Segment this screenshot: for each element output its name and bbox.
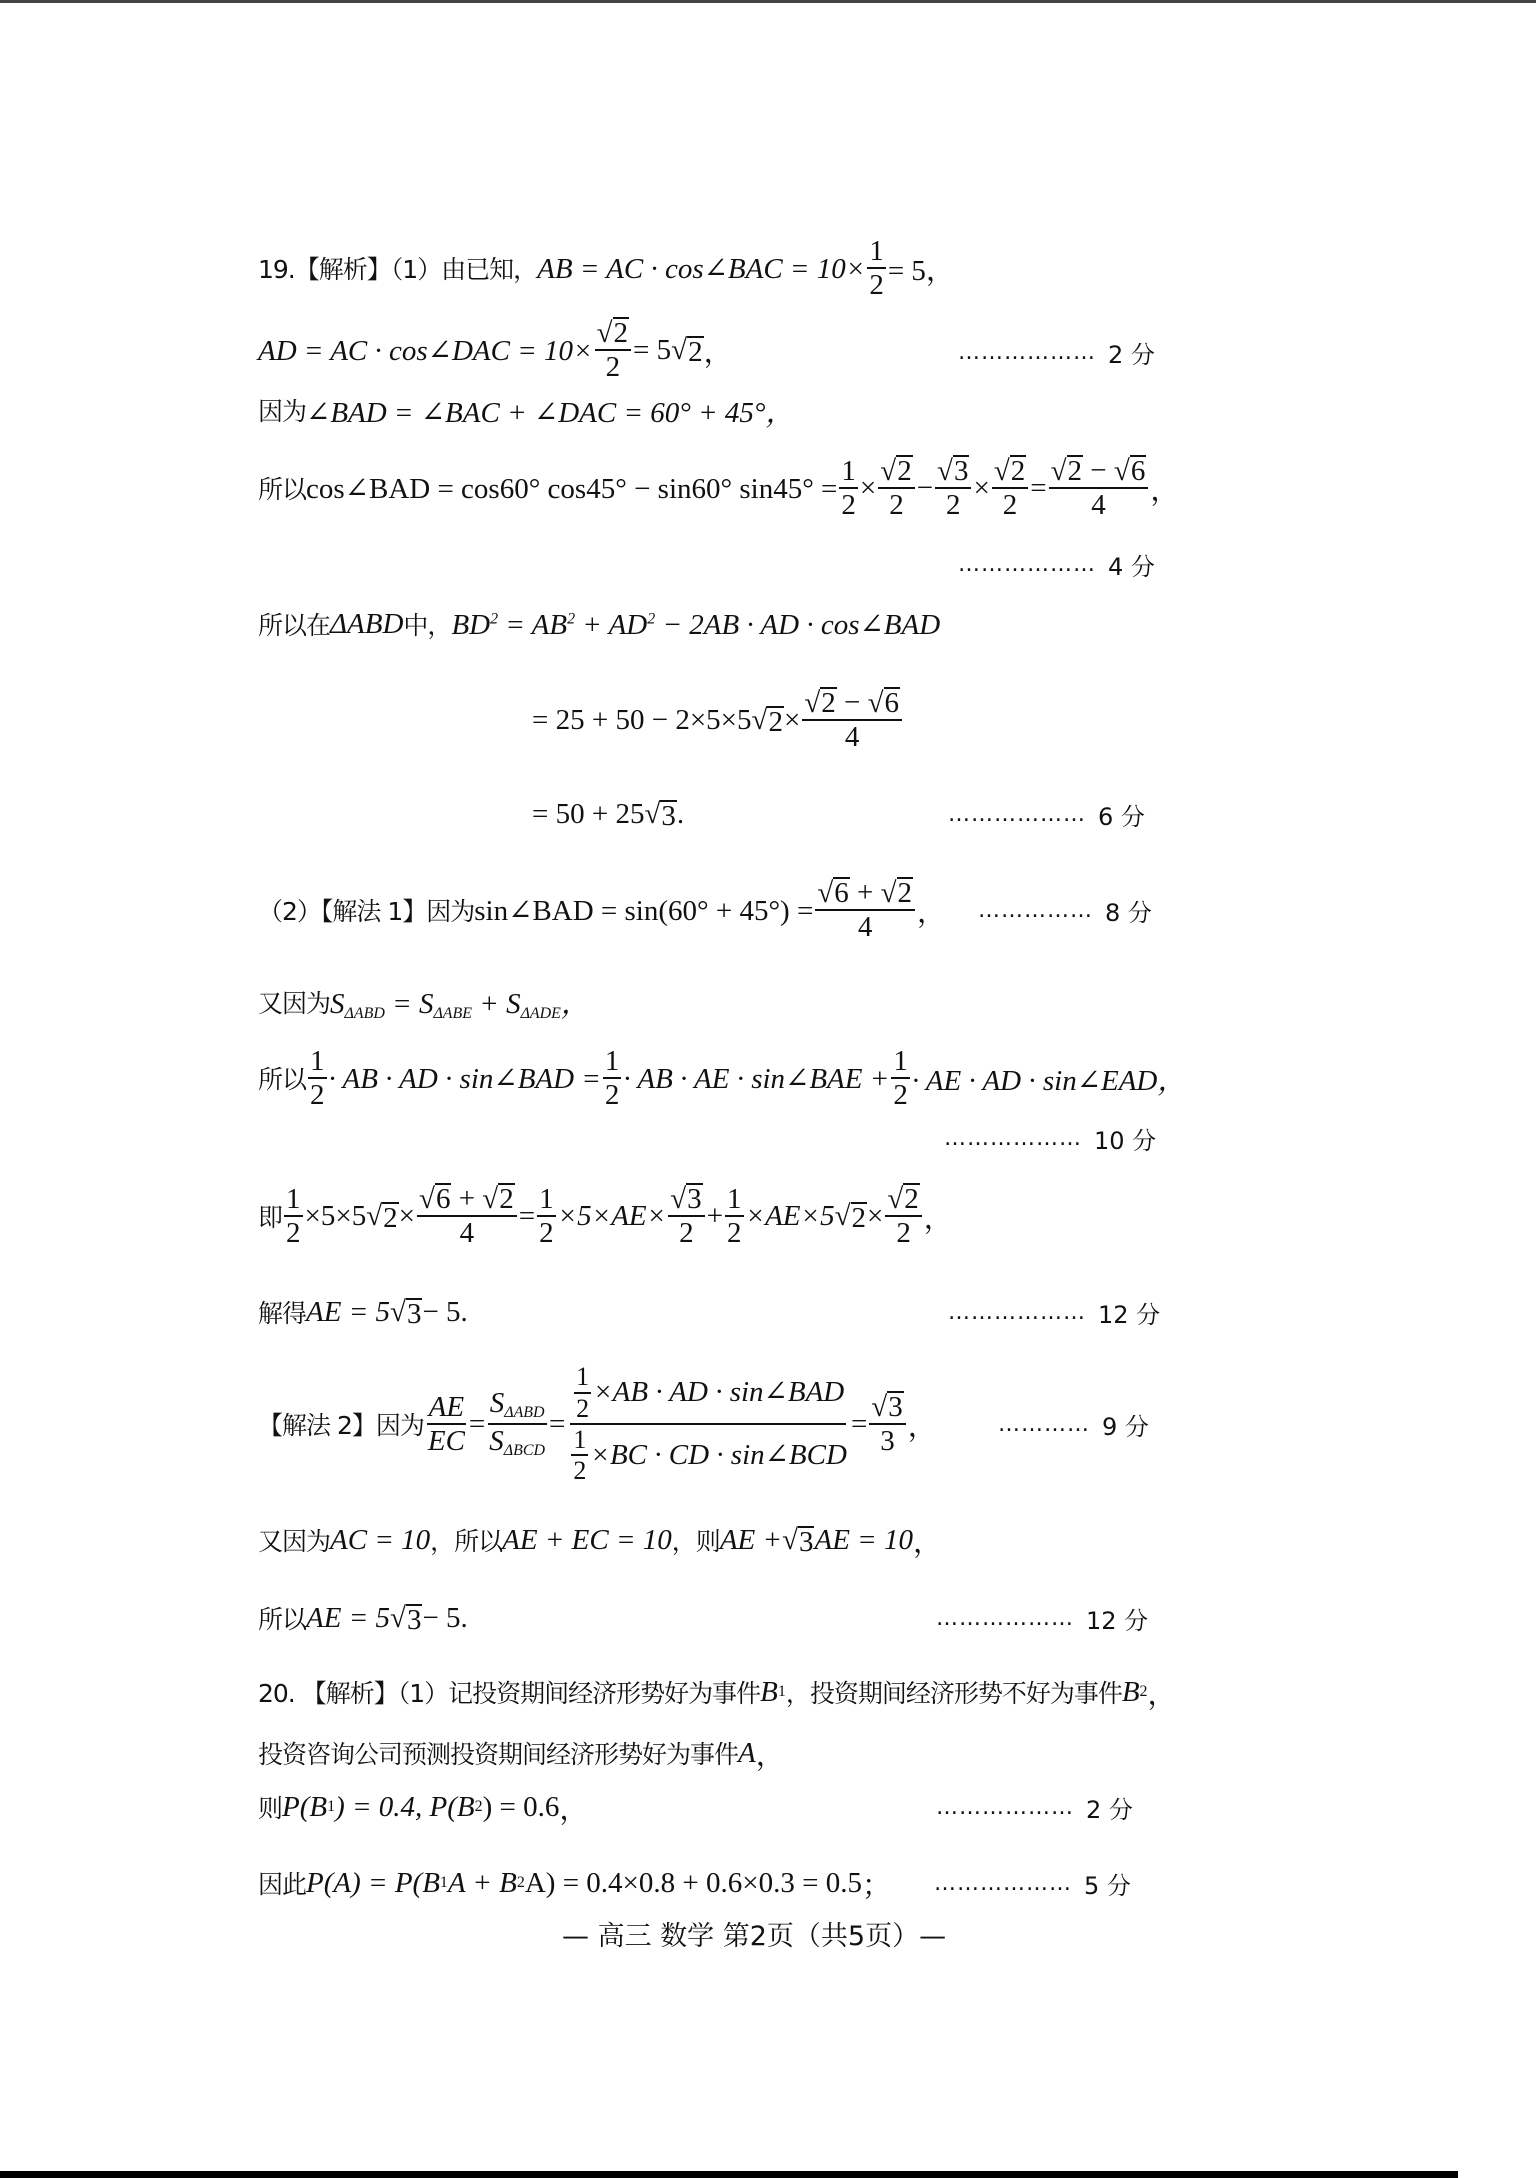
fraction: √ 3 2: [935, 455, 971, 520]
score-marker: [936, 1598, 1148, 1638]
fraction: √ 2 − √ 6 4: [1049, 455, 1149, 520]
score-marker: [934, 1863, 1131, 1903]
q19-line-2: [258, 316, 733, 384]
q19-line-1: [258, 234, 955, 301]
q20-line-4: 因此 P(A) = P(B 1 A + B 2 A) = 0.4×0.8 + 0.6×0.3 = 0.5 ；: [258, 1866, 891, 1902]
q19-part2-line-2: [258, 972, 590, 1032]
radicand: 2: [613, 317, 629, 350]
score-marker: [948, 1292, 1160, 1332]
math-expr: = 5，: [887, 254, 955, 287]
q19-line-5: [258, 594, 940, 654]
math-expr: AB = AC · cos∠BAC = 10×: [537, 252, 866, 285]
score-marker: [958, 332, 1155, 372]
q20-line-2: 投资咨询公司预测投资期间经济形势好为事件 A ，: [258, 1736, 785, 1772]
math-expr: · AB · AE · sin∠BAE +: [623, 1062, 890, 1095]
q19-part2-line-4: 即 $\frac{1}{2}$ ×5×5 √ 2 × √ 6 + √ 2 4 = $\frac{1}{2}$ ×5×AE× √ 3 2 + $\frac{1}{2}$ ×AE×5 √ 2 × √ 2 2 ，: [258, 1182, 953, 1250]
bottom-border: [0, 2171, 1458, 2178]
math-expr: = 50 + 25: [532, 797, 645, 830]
text-label: 又因为: [258, 989, 331, 1018]
sqrt: √ 2: [596, 316, 629, 350]
q19-heading: 19.【解析】（1）由已知，: [258, 255, 538, 284]
q19-line-7: = 50 + 25 √ 3 .: [532, 797, 685, 832]
points-label: 12 分: [1086, 1606, 1149, 1635]
points-label: 5 分: [1084, 1871, 1131, 1900]
text-label: 即: [258, 1203, 283, 1232]
top-border: [0, 0, 1536, 3]
numerator: 1: [867, 236, 886, 269]
fraction: [867, 236, 886, 301]
math-expr: = 5: [633, 333, 672, 366]
fraction: [595, 317, 631, 382]
points-label: 10 分: [1094, 1126, 1157, 1155]
text-label: 解得: [258, 1299, 307, 1328]
text-label: 所以: [258, 1605, 307, 1634]
q20-line-3: 则 P(B 1 ) = 0.4, P(B 2 ) = 0.6 ，: [258, 1790, 589, 1826]
points-label: 9 分: [1102, 1412, 1149, 1441]
score-marker: [958, 544, 1155, 584]
points-label: 4 分: [1108, 552, 1155, 581]
math-expr: AD = AC · cos∠DAC = 10×: [258, 334, 593, 367]
q19-line-6: = 25 + 50 − 2×5×5 √ 2 × √ 2 − √ 6 4: [532, 690, 904, 750]
text-label: 因此: [258, 1870, 307, 1899]
leader-dots: ………………: [958, 551, 1096, 577]
math-expr: $S_{\Delta ABD} = S_{\Delta ABE} + S_{\Delta ADE}$，: [330, 988, 590, 1022]
q19-part2-line-1: （2）【解法 1】因为 sin∠BAD = sin(60° + 45°) = √ 6 + √ 2 4 ，: [258, 876, 947, 944]
sqrt: √ 2: [671, 333, 703, 368]
page-footer: — 高三 数学 第2页（共5页）—: [562, 1921, 947, 1952]
text-label: 【解法 2】因为: [258, 1411, 424, 1440]
fraction: $\frac{1}{2}$: [841, 454, 856, 521]
leader-dots: ……………: [978, 897, 1093, 923]
points-label: 2 分: [1086, 1795, 1133, 1824]
math-expr: AE = 5: [306, 1295, 391, 1328]
leader-dots: ………………: [934, 1870, 1072, 1896]
leader-dots: ………………: [936, 1794, 1074, 1820]
text-label: 因为: [258, 397, 307, 426]
text-label: 所以: [258, 1065, 307, 1094]
denominator: 2: [605, 351, 621, 384]
math-expr: ，: [1150, 474, 1180, 507]
math-expr: sin∠BAD = sin(60° + 45°) =: [474, 894, 814, 927]
q19-method2-line-2: 又因为 AC = 10 ，所以 AE + EC = 10 ，则 AE + √ 3 AE = 10 ，: [258, 1523, 942, 1559]
score-marker: [978, 890, 1152, 930]
points-label: 12 分: [1098, 1300, 1161, 1329]
math-expr: ΔABD: [330, 607, 404, 640]
text-label: 所以在: [258, 611, 331, 640]
fraction: √ 6 + √ 2 4: [815, 877, 915, 942]
fraction: √ 2 2: [878, 455, 914, 520]
score-marker: [998, 1404, 1149, 1444]
q19-part2-line-3: 所以 $\frac{1}{2}$ · AB · AD · sin∠BAD = $\frac{1}{2}$ · AB · AE · sin∠BAE + $\frac{1}{2}$ · AE · AD · sin∠EAD，: [258, 1044, 1187, 1111]
q19-method2-line-1: 【解法 2】因为 $\frac{AE}{EC}$ = $\frac{S_{\Delta ABD}}{S_{\Delta BCD}}$ = $\frac{1}{2}$ ×AB · AD · sin∠BAD $\frac{1}{2}$ ×BC · CD · sin∠BCD = √ 3 3 ，: [258, 1362, 937, 1486]
denominator: 2: [869, 269, 884, 301]
text-label: 则: [258, 1794, 283, 1823]
leader-dots: ………………: [948, 1299, 1086, 1325]
math-expr: $BD^2 = AB^2 + AD^2 - 2AB$ · AD · cos∠BAD: [451, 608, 941, 641]
leader-dots: ………………: [936, 1605, 1074, 1631]
math-expr: ∠BAD = ∠BAC + ∠DAC = 60° + 45°，: [306, 396, 795, 429]
math-expr: ，: [703, 336, 733, 369]
fraction: √ 2 2: [992, 455, 1028, 520]
score-marker: [936, 1787, 1133, 1827]
text-label: 所以: [258, 475, 307, 504]
text-label: （2）【解法 1】因为: [258, 897, 475, 926]
points-label: 6 分: [1098, 802, 1145, 831]
score-marker: [944, 1118, 1156, 1158]
points-label: 8 分: [1105, 898, 1152, 927]
points-label: 2 分: [1108, 340, 1155, 369]
leader-dots: ………………: [944, 1125, 1082, 1151]
q19-line-4: 所以 cos∠BAD = cos60° cos45° − sin60° sin45° = $\frac{1}{2}$ × √ 2 2 − √ 3 2 × √ 2 2 = √ 2 − √ 6 4 ，: [258, 454, 1180, 522]
fraction: √ 2 − √ 6 4: [802, 687, 902, 752]
leader-dots: …………: [998, 1411, 1090, 1437]
math-expr: · AB · AD · sin∠BAD =: [328, 1062, 601, 1095]
q19-line-3: [258, 380, 795, 440]
leader-dots: ………………: [958, 339, 1096, 365]
q19-method2-line-3: 所以 AE = 5 √ 3 − 5.: [258, 1601, 468, 1636]
leader-dots: ………………: [948, 801, 1086, 827]
math-expr: · AE · AD · sin∠EAD，: [911, 1064, 1187, 1097]
radicand: 2: [688, 335, 703, 368]
q20-heading: 20. 【解析】（1）记投资期间经济形势好为事件: [258, 1679, 761, 1708]
math-expr: cos∠BAD = cos60° cos45° − sin60° sin45° =: [306, 472, 838, 505]
q19-part2-line-5: 解得 AE = 5 √ 3 − 5.: [258, 1295, 468, 1330]
text-label: 中，: [403, 611, 452, 640]
math-expr: = 25 + 50 − 2×5×5: [532, 703, 752, 736]
score-marker: [948, 794, 1145, 834]
text-label: 投资咨询公司预测投资期间经济形势好为事件: [258, 1740, 739, 1769]
q20-line-1: 20. 【解析】（1）记投资期间经济形势好为事件 B 1 ，投资期间经济形势不好为事件 B 2 ，: [258, 1675, 1177, 1711]
